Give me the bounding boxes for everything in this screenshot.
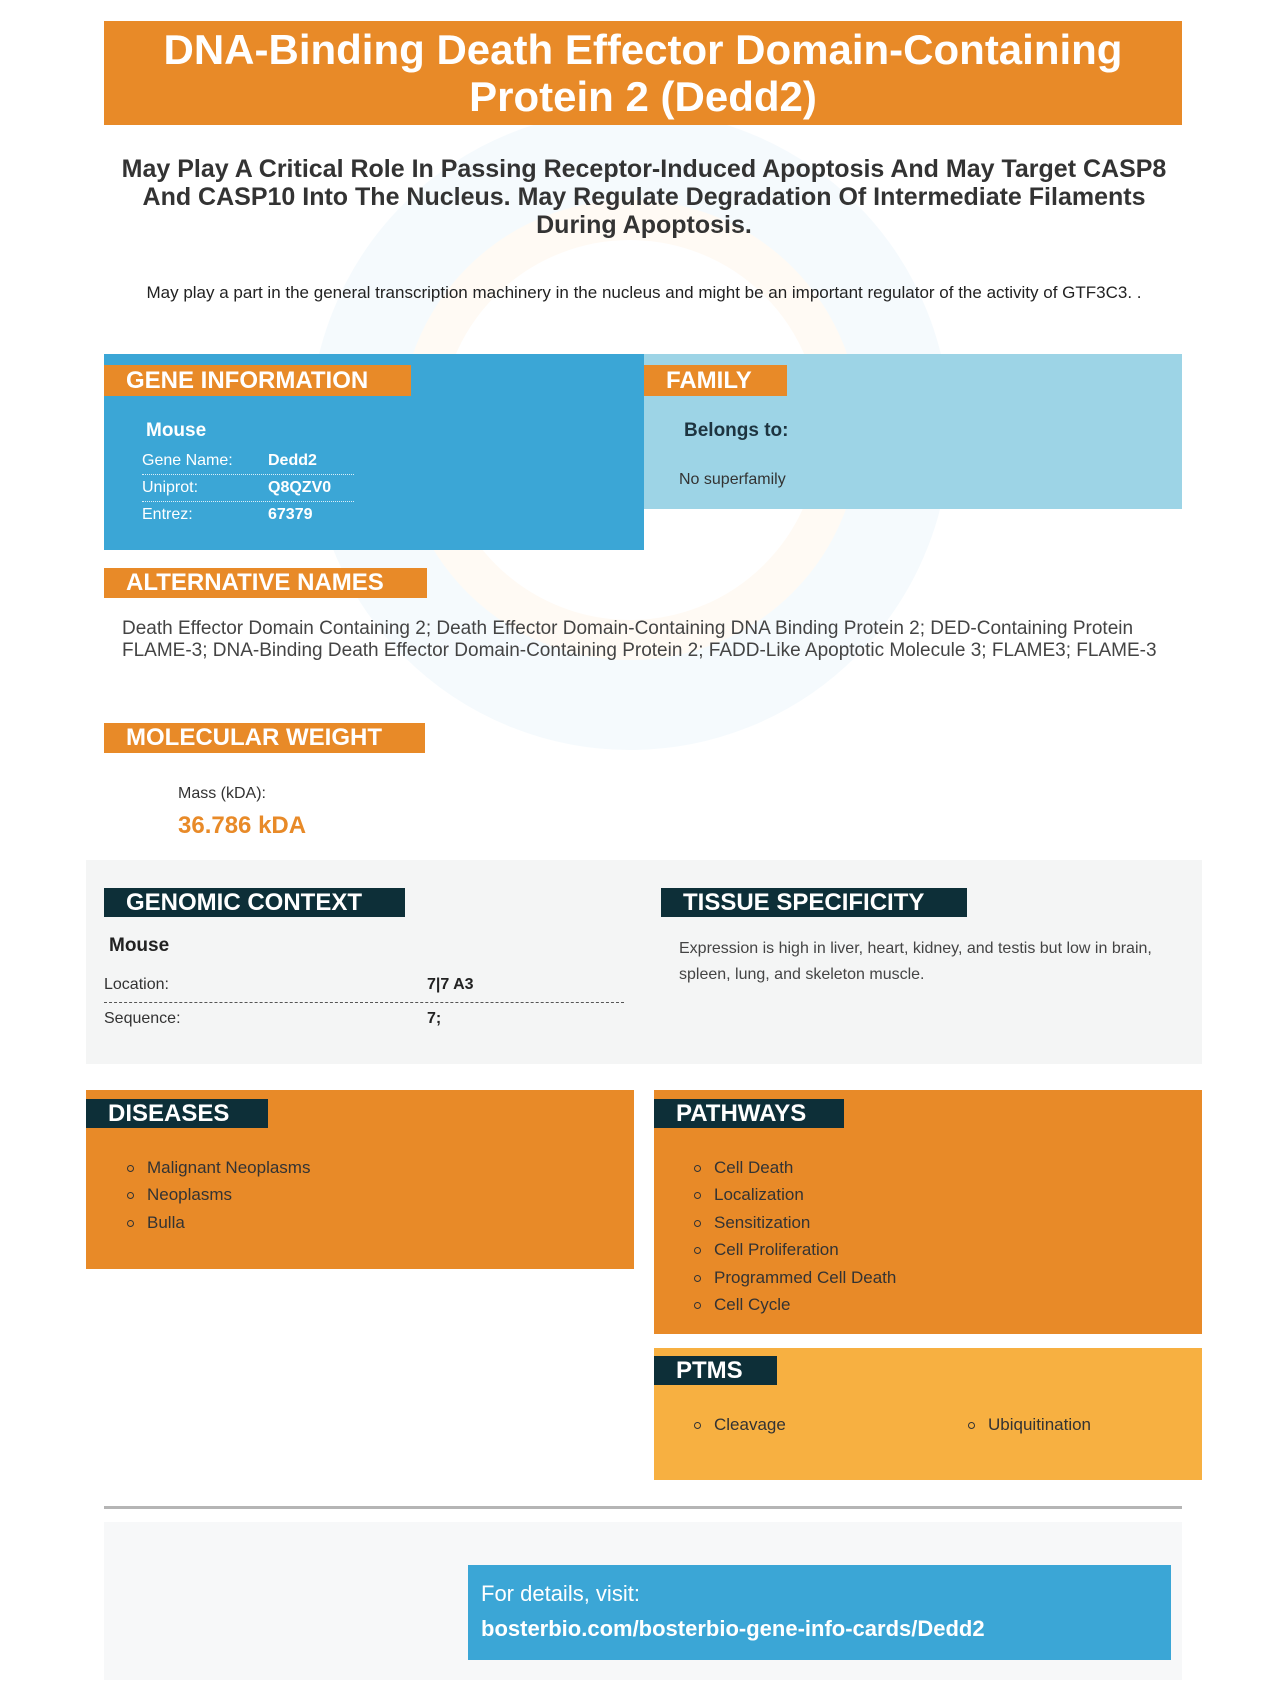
pathway-item: Cell Proliferation <box>690 1236 896 1263</box>
genomic-context-heading: GENOMIC CONTEXT <box>104 888 405 917</box>
protein-function-summary: May Play A Critical Role In Passing Receptor-Induced Apoptosis And May Target CASP8 And CASP10 Into The Nucleus. May Regulate Degradation Of Intermediate Filaments During Apoptosis. <box>121 155 1167 239</box>
ptms-heading: PTMS <box>654 1356 777 1385</box>
family-value: No superfamily <box>679 471 786 488</box>
diseases-list <box>123 1154 310 1236</box>
page-title: DNA-Binding Death Effector Domain-Containing Protein 2 (Dedd2) <box>104 21 1182 125</box>
tissue-specificity-text: Expression is high in liver, heart, kidney, and testis but low in brain, spleen, lung, and skeleton muscle. <box>679 940 1152 983</box>
entrez-label: Entrez: <box>142 506 193 523</box>
mass-label: Mass (kDA): <box>178 785 266 802</box>
location-row <box>104 972 624 1003</box>
sequence-label: Sequence: <box>104 1010 181 1027</box>
ptms-list-right <box>964 1411 1091 1438</box>
disease-item: Neoplasms <box>123 1181 310 1208</box>
ptms-list-left <box>690 1411 786 1438</box>
footer-divider <box>104 1506 1182 1509</box>
alternative-names-text: Death Effector Domain Containing 2; Death Effector Domain-Containing DNA Binding Protein 2; DED-Containing Protein FLAME-3; DNA-Binding Death Effector Domain-Containing Protein 2; FADD-Like Apoptotic Molecule 3; FLAME3; FLAME-3 <box>122 618 1157 661</box>
pathways-heading: PATHWAYS <box>654 1099 844 1128</box>
details-link[interactable]: bosterbio.com/bosterbio-gene-info-cards/Dedd2 <box>481 1616 985 1641</box>
entrez-value[interactable]: 67379 <box>268 506 313 523</box>
gene-name-value: Dedd2 <box>268 452 317 469</box>
pathway-item: Sensitization <box>690 1209 896 1236</box>
location-value: 7|7 A3 <box>427 976 474 993</box>
details-callout <box>468 1565 1171 1660</box>
family-heading: FAMILY <box>644 365 787 396</box>
pathway-item: Programmed Cell Death <box>690 1264 896 1291</box>
pathway-item: Cell Death <box>690 1154 896 1181</box>
disease-item: Bulla <box>123 1209 310 1236</box>
tissue-specificity-heading: TISSUE SPECIFICITY <box>661 888 967 917</box>
pathway-item: Cell Cycle <box>690 1291 896 1318</box>
details-label: For details, visit: <box>481 1581 640 1606</box>
gene-name-label: Gene Name: <box>142 452 233 469</box>
pathway-item: Localization <box>690 1181 896 1208</box>
gene-information-heading: GENE INFORMATION <box>104 365 411 396</box>
sequence-value: 7; <box>427 1010 442 1027</box>
uniprot-row <box>142 475 354 502</box>
ptm-item: Ubiquitination <box>964 1411 1091 1438</box>
sequence-row <box>104 1006 624 1036</box>
uniprot-label: Uniprot: <box>142 479 199 496</box>
protein-description: May play a part in the general transcription machinery in the nucleus and might be an important regulator of the activity of GTF3C3. . <box>146 283 1142 302</box>
molecular-weight-heading: MOLECULAR WEIGHT <box>104 723 425 753</box>
genomic-organism: Mouse <box>109 935 170 956</box>
alternative-names-heading: ALTERNATIVE NAMES <box>104 568 427 598</box>
pathways-list <box>690 1154 896 1318</box>
gene-organism: Mouse <box>146 420 207 441</box>
family-belongs-label: Belongs to: <box>684 420 789 441</box>
entrez-row <box>142 502 354 528</box>
uniprot-value[interactable]: Q8QZV0 <box>268 479 332 496</box>
mass-value: 36.786 kDA <box>178 812 307 839</box>
diseases-heading: DISEASES <box>86 1099 268 1128</box>
gene-name-row <box>142 448 354 475</box>
disease-item: Malignant Neoplasms <box>123 1154 310 1181</box>
location-label: Location: <box>104 976 169 993</box>
ptm-item: Cleavage <box>690 1411 786 1438</box>
